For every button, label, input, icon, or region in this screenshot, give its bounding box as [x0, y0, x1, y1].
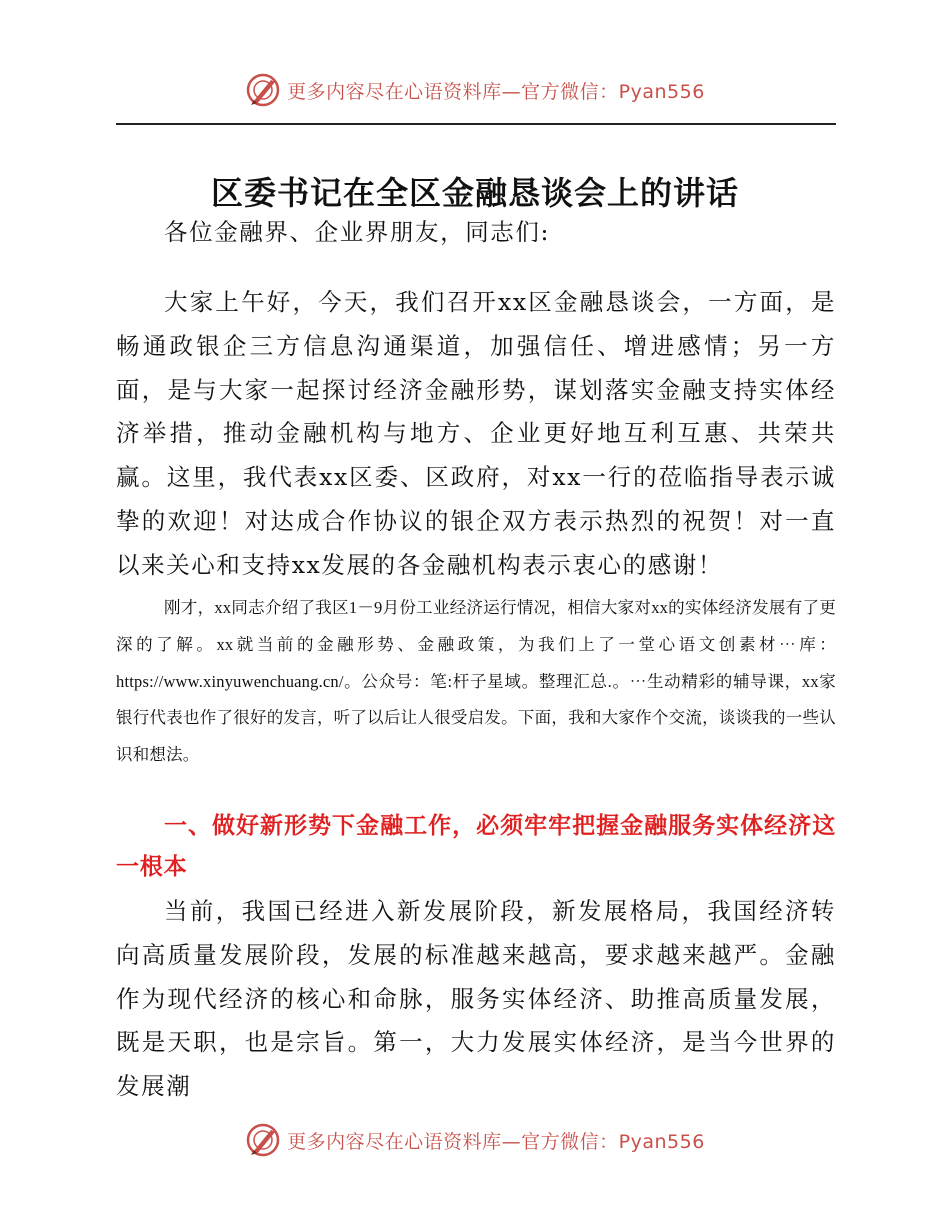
brush-logo-icon: [245, 72, 281, 108]
header-watermark-text: 更多内容尽在心语资料库—官方微信：Pyan556: [287, 80, 705, 103]
footer-watermark-text: 更多内容尽在心语资料库—官方微信：Pyan556: [287, 1130, 705, 1153]
header-divider: [116, 123, 836, 125]
footer-watermark-banner: [0, 1120, 950, 1160]
paragraph-1: 大家上午好，今天，我们召开xx区金融恳谈会，一方面，是畅通政银企三方信息沟通渠道，加强信任、增进感情；另一方面，是与大家一起探讨经济金融形势，谋划落实金融支持实体经济举措，推动金融机构与地方、企业更好地互利互惠、共荣共赢。这里，我代表xx区委、区政府，对xx一行的莅临指导表示诚挚的欢迎！对达成合作协议的银企双方表示热烈的祝贺！对一直以来关心和支持xx发展的各金融机构表示衷心的感谢！: [116, 288, 836, 579]
section-heading-1: 一、做好新形势下金融工作，必须牢牢把握金融服务实体经济这一根本: [116, 813, 836, 880]
paragraph-2: 刚才，xx同志介绍了我区1－9月份工业经济运行情况，相信大家对xx的实体经济发展有了更深的了解。xx就当前的金融形势、金融政策，为我们上了一堂心语文创素材⋯库：https://www.xinyuwenchuang.cn/。公众号：笔:杆子星域。整理汇总.。⋯生动精彩的辅导课，xx家银行代表也作了很好的发言，听了以后让人很受启发。下面，我和大家作个交流，谈谈我的一些认识和想法。: [116, 598, 836, 765]
document-title: 区委书记在全区金融恳谈会上的讲话: [210, 174, 739, 212]
paragraph-3: 当前，我国已经进入新发展阶段，新发展格局，我国经济转向高质量发展阶段，发展的标准越来越高，要求越来越严。金融作为现代经济的核心和命脉，服务实体经济、助推高质量发展，既是天职，也是宗旨。第一，大力发展实体经济，是当今世界的发展潮: [116, 897, 836, 1101]
brush-logo-icon: [245, 1122, 281, 1158]
salutation: 各位金融界、企业界朋友，同志们:: [164, 218, 551, 246]
header-watermark-banner: [0, 70, 950, 110]
